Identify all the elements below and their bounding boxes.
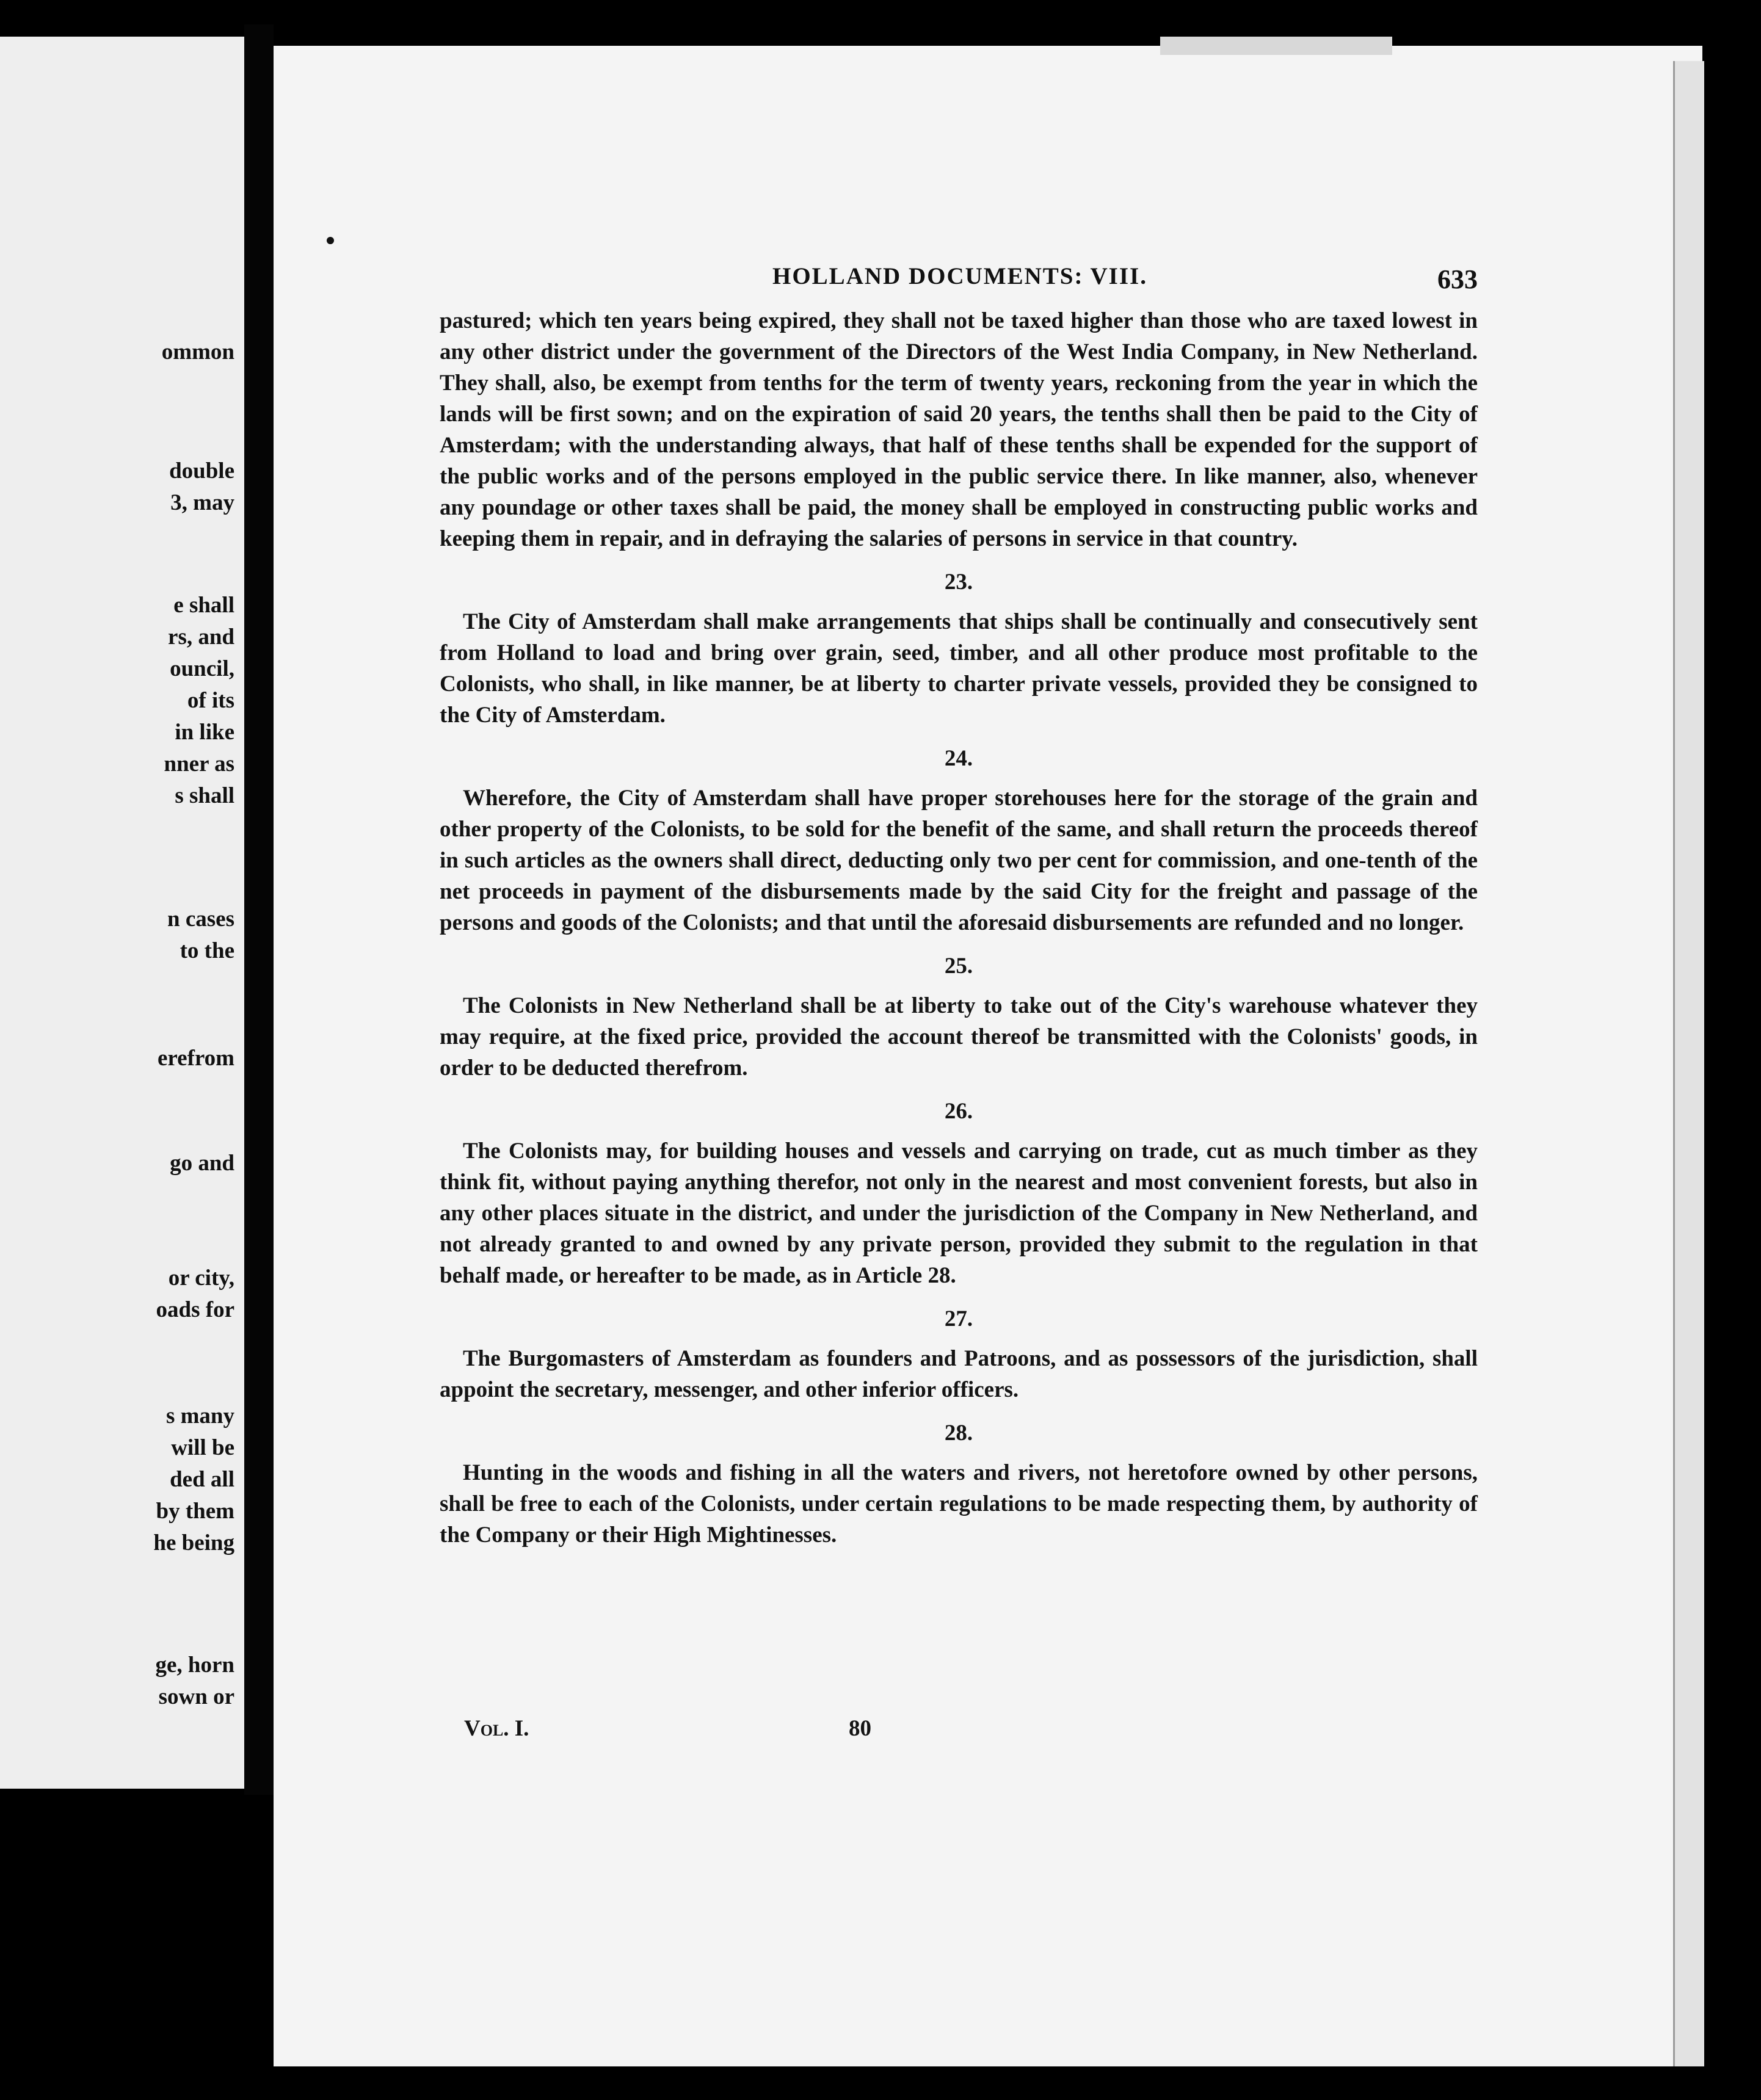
left-page-fragment: to the [180, 938, 234, 963]
article-28-text: Hunting in the woods and fishing in all the waters and rivers, not heretofore owned by other persons, shall be free to each of the Colonists, under certain regulations to be made respecting them, by authority of the Company or their High Mightinesses. [440, 1460, 1478, 1548]
article-number-23: 23. [944, 570, 973, 595]
left-page-fragment: or city, [168, 1265, 234, 1291]
running-title: HOLLAND DOCUMENTS: VIII. [772, 263, 1147, 289]
left-page-fragment: e shall [173, 593, 234, 618]
volume-label: Vol. I. [464, 1716, 529, 1741]
paragraph-continuation: pastured; which ten years being expired, they shall not be taxed higher than those who are taxed lowest in any other district under the government of the Directors of the West India Company, in New Netherland. They shall, also, be exempt from tenths for the term of twenty years, reckoning from the year in which the lands will be first sown; and on the expiration of said 20 years, the tenths shall then be paid to the City of Amsterdam; with the understanding always, that half of these tenths shall be expended for the support of the public works and of the persons employed in the public service there. In like manner, also, whenever any poundage or other taxes shall be paid, the money shall be employed in constructing public works and keeping them in repair, and in defraying the salaries of persons in service in that country. [440, 308, 1478, 551]
left-page-fragment: oads for [156, 1297, 234, 1322]
article-number-25: 25. [944, 954, 973, 979]
left-page-fragment: s shall [175, 783, 234, 808]
page-top-strip [1160, 37, 1392, 55]
left-page-fragment: nner as [164, 751, 234, 777]
page-number: 633 [1437, 264, 1478, 294]
left-page-fragment: sown or [158, 1684, 234, 1709]
page-edge [1673, 61, 1704, 2066]
article-number-27: 27. [944, 1306, 973, 1331]
left-page-fragment: of its [187, 688, 234, 713]
document-body [440, 305, 1478, 1551]
left-page-fragment: s many [165, 1403, 234, 1428]
page-footer [464, 1715, 1075, 1752]
left-page-fragment: by them [156, 1499, 234, 1524]
article-26-text: The Colonists may, for building houses and vessels and carrying on trade, cut as much timber as they think fit, without paying anything therefor, not only in the nearest and most convenient forests, but also in any other places situate in the district, and under the jurisdiction of the Company in New Netherland, and not already granted to and owned by any private person, provided they submit to the regulation in that behalf made, or hereafter to be made, as in Article 28. [440, 1139, 1478, 1288]
article-number-28: 28. [944, 1421, 973, 1446]
signature-number: 80 [849, 1716, 871, 1741]
article-number-24: 24. [944, 746, 973, 771]
left-page-fragment: n cases [167, 907, 234, 932]
left-page-fragment: in like [175, 720, 234, 745]
book-gutter [244, 24, 274, 1795]
left-page-fragment: ge, horn [155, 1653, 234, 1678]
left-page-fragment: rs, and [168, 625, 234, 650]
ink-dot [327, 237, 334, 244]
page-header [440, 262, 1478, 299]
left-page-fragment: he being [153, 1530, 234, 1555]
article-27-text: The Burgomasters of Amsterdam as founders and Patroons, and as possessors of the jurisdiction, shall appoint the secretary, messenger, and other inferior officers. [440, 1346, 1478, 1402]
left-page-fragment: ouncil, [170, 656, 234, 681]
left-page-fragment: ommon [161, 339, 234, 364]
left-page-fragment: ded all [170, 1467, 234, 1492]
article-23-text: The City of Amsterdam shall make arrangements that ships shall be continually and consecutively sent from Holland to load and bring over grain, seed, timber, and all other produce most profitable to the Colonists, who shall, in like manner, be at liberty to charter private vessels, provided they be consigned to the City of Amsterdam. [440, 609, 1478, 728]
left-page-fragment: will be [171, 1435, 234, 1460]
left-page-fragment: double [169, 458, 234, 483]
article-25-text: The Colonists in New Netherland shall be at liberty to take out of the City's warehouse whatever they may require, at the fixed price, provided the account thereof be transmitted with the Colonists' goods, in order to be deducted therefrom. [440, 993, 1478, 1081]
article-number-26: 26. [944, 1099, 973, 1124]
left-page-fragment: go and [170, 1151, 234, 1176]
left-page-fragment: erefrom [158, 1046, 234, 1071]
article-24-text: Wherefore, the City of Amsterdam shall have proper storehouses here for the storage of the grain and other property of the Colonists, to be sold for the benefit of the same, and shall return the proceeds thereof in such articles as the owners shall direct, deducting only two per cent for commission, and one-tenth of the net proceeds in payment of the disbursements made by the said City for the freight and passage of the persons and goods of the Colonists; and that until the aforesaid disbursements are refunded and no longer. [440, 786, 1478, 935]
left-facing-page [0, 37, 244, 1789]
left-page-fragment: 3, may [170, 490, 234, 515]
